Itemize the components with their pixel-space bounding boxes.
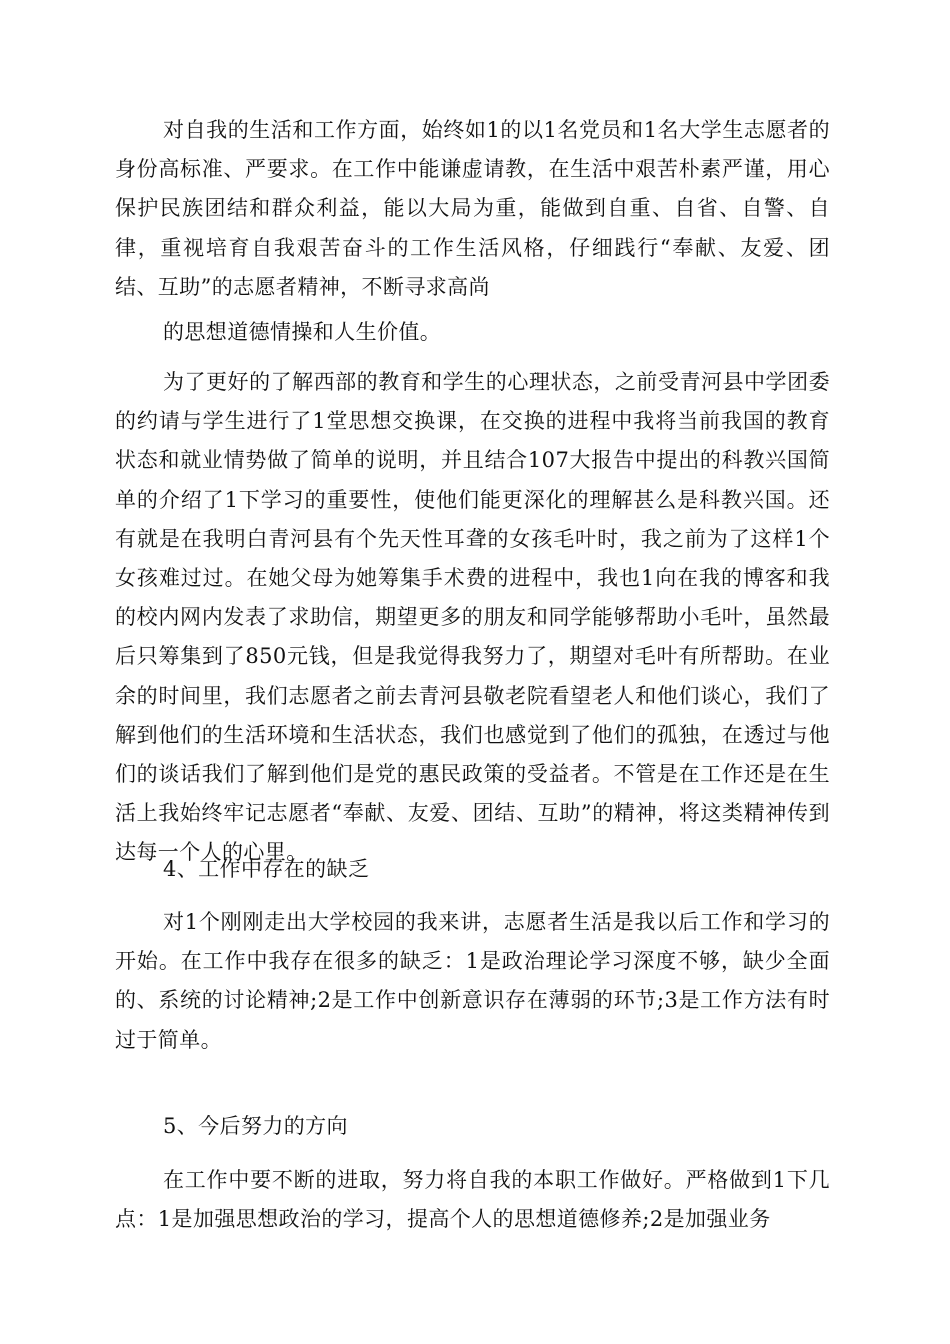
paragraph-education-activities: 为了更好的了解西部的教育和学生的心理状态，之前受青河县中学团委的约请与学生进行了1堂思想交换课，在交换的进程中我将当前我国的教育状态和就业情势做了简单的说明，并且结合107大报告中提出的科教兴国简单的介绍了1下学习的重要性，使他们能更深化的理解甚么是科教兴国。还有就是在我明白青河县有个先天性耳聋的女孩毛叶时，我之前为了这样1个女孩难过过。在她父母为她筹集手术费的进程中，我也1向在我的博客和我的校内网内发表了求助信，期望更多的朋友和同学能够帮助小毛叶，虽然最后只筹集到了850元钱，但是我觉得我努力了，期望对毛叶有所帮助。在业余的时间里，我们志愿者之前去青河县敬老院看望老人和他们谈心，我们了解到他们的生活环境和生活状态，我们也感觉到了他们的孤独，在透过与他们的谈话我们了解到他们是党的惠民政策的受益者。不管是在工作还是在生活上我始终牢记志愿者“奉献、友爱、团结、互助”的精神，将这类精神传到达每一个人的心里。: [115, 370, 830, 865]
paragraph-moral-values: 的思想道德情操和人生价值。: [163, 320, 442, 344]
paragraph-future-direction: 在工作中要不断的进取，努力将自我的本职工作做好。严格做到1下几点：1是加强思想政治的学习，提高个人的思想道德修养;2是加强业务: [115, 1168, 830, 1232]
paragraph-shortcomings: 对1个刚刚走出大学校园的我来讲，志愿者生活是我以后工作和学习的开始。在工作中我存在很多的缺乏：1是政治理论学习深度不够，缺少全面的、系统的讨论精神;2是工作中创新意识存在薄弱的环节;3是工作方法有时过于简单。: [115, 910, 830, 1052]
paragraph-self-conduct: 对自我的生活和工作方面，始终如1的以1名党员和1名大学生志愿者的身份高标准、严要求。在工作中能谦虚请教，在生活中艰苦朴素严谨，用心保护民族团结和群众利益，能以大局为重，能做到自重、自省、自警、自律，重视培育自我艰苦奋斗的工作生活风格，仔细践行“奉献、友爱、团结、互助”的志愿者精神，不断寻求高尚: [115, 118, 830, 299]
section-heading-shortcomings: 4、工作中存在的缺乏: [163, 857, 370, 881]
section-heading-future-direction: 5、今后努力的方向: [163, 1114, 348, 1138]
